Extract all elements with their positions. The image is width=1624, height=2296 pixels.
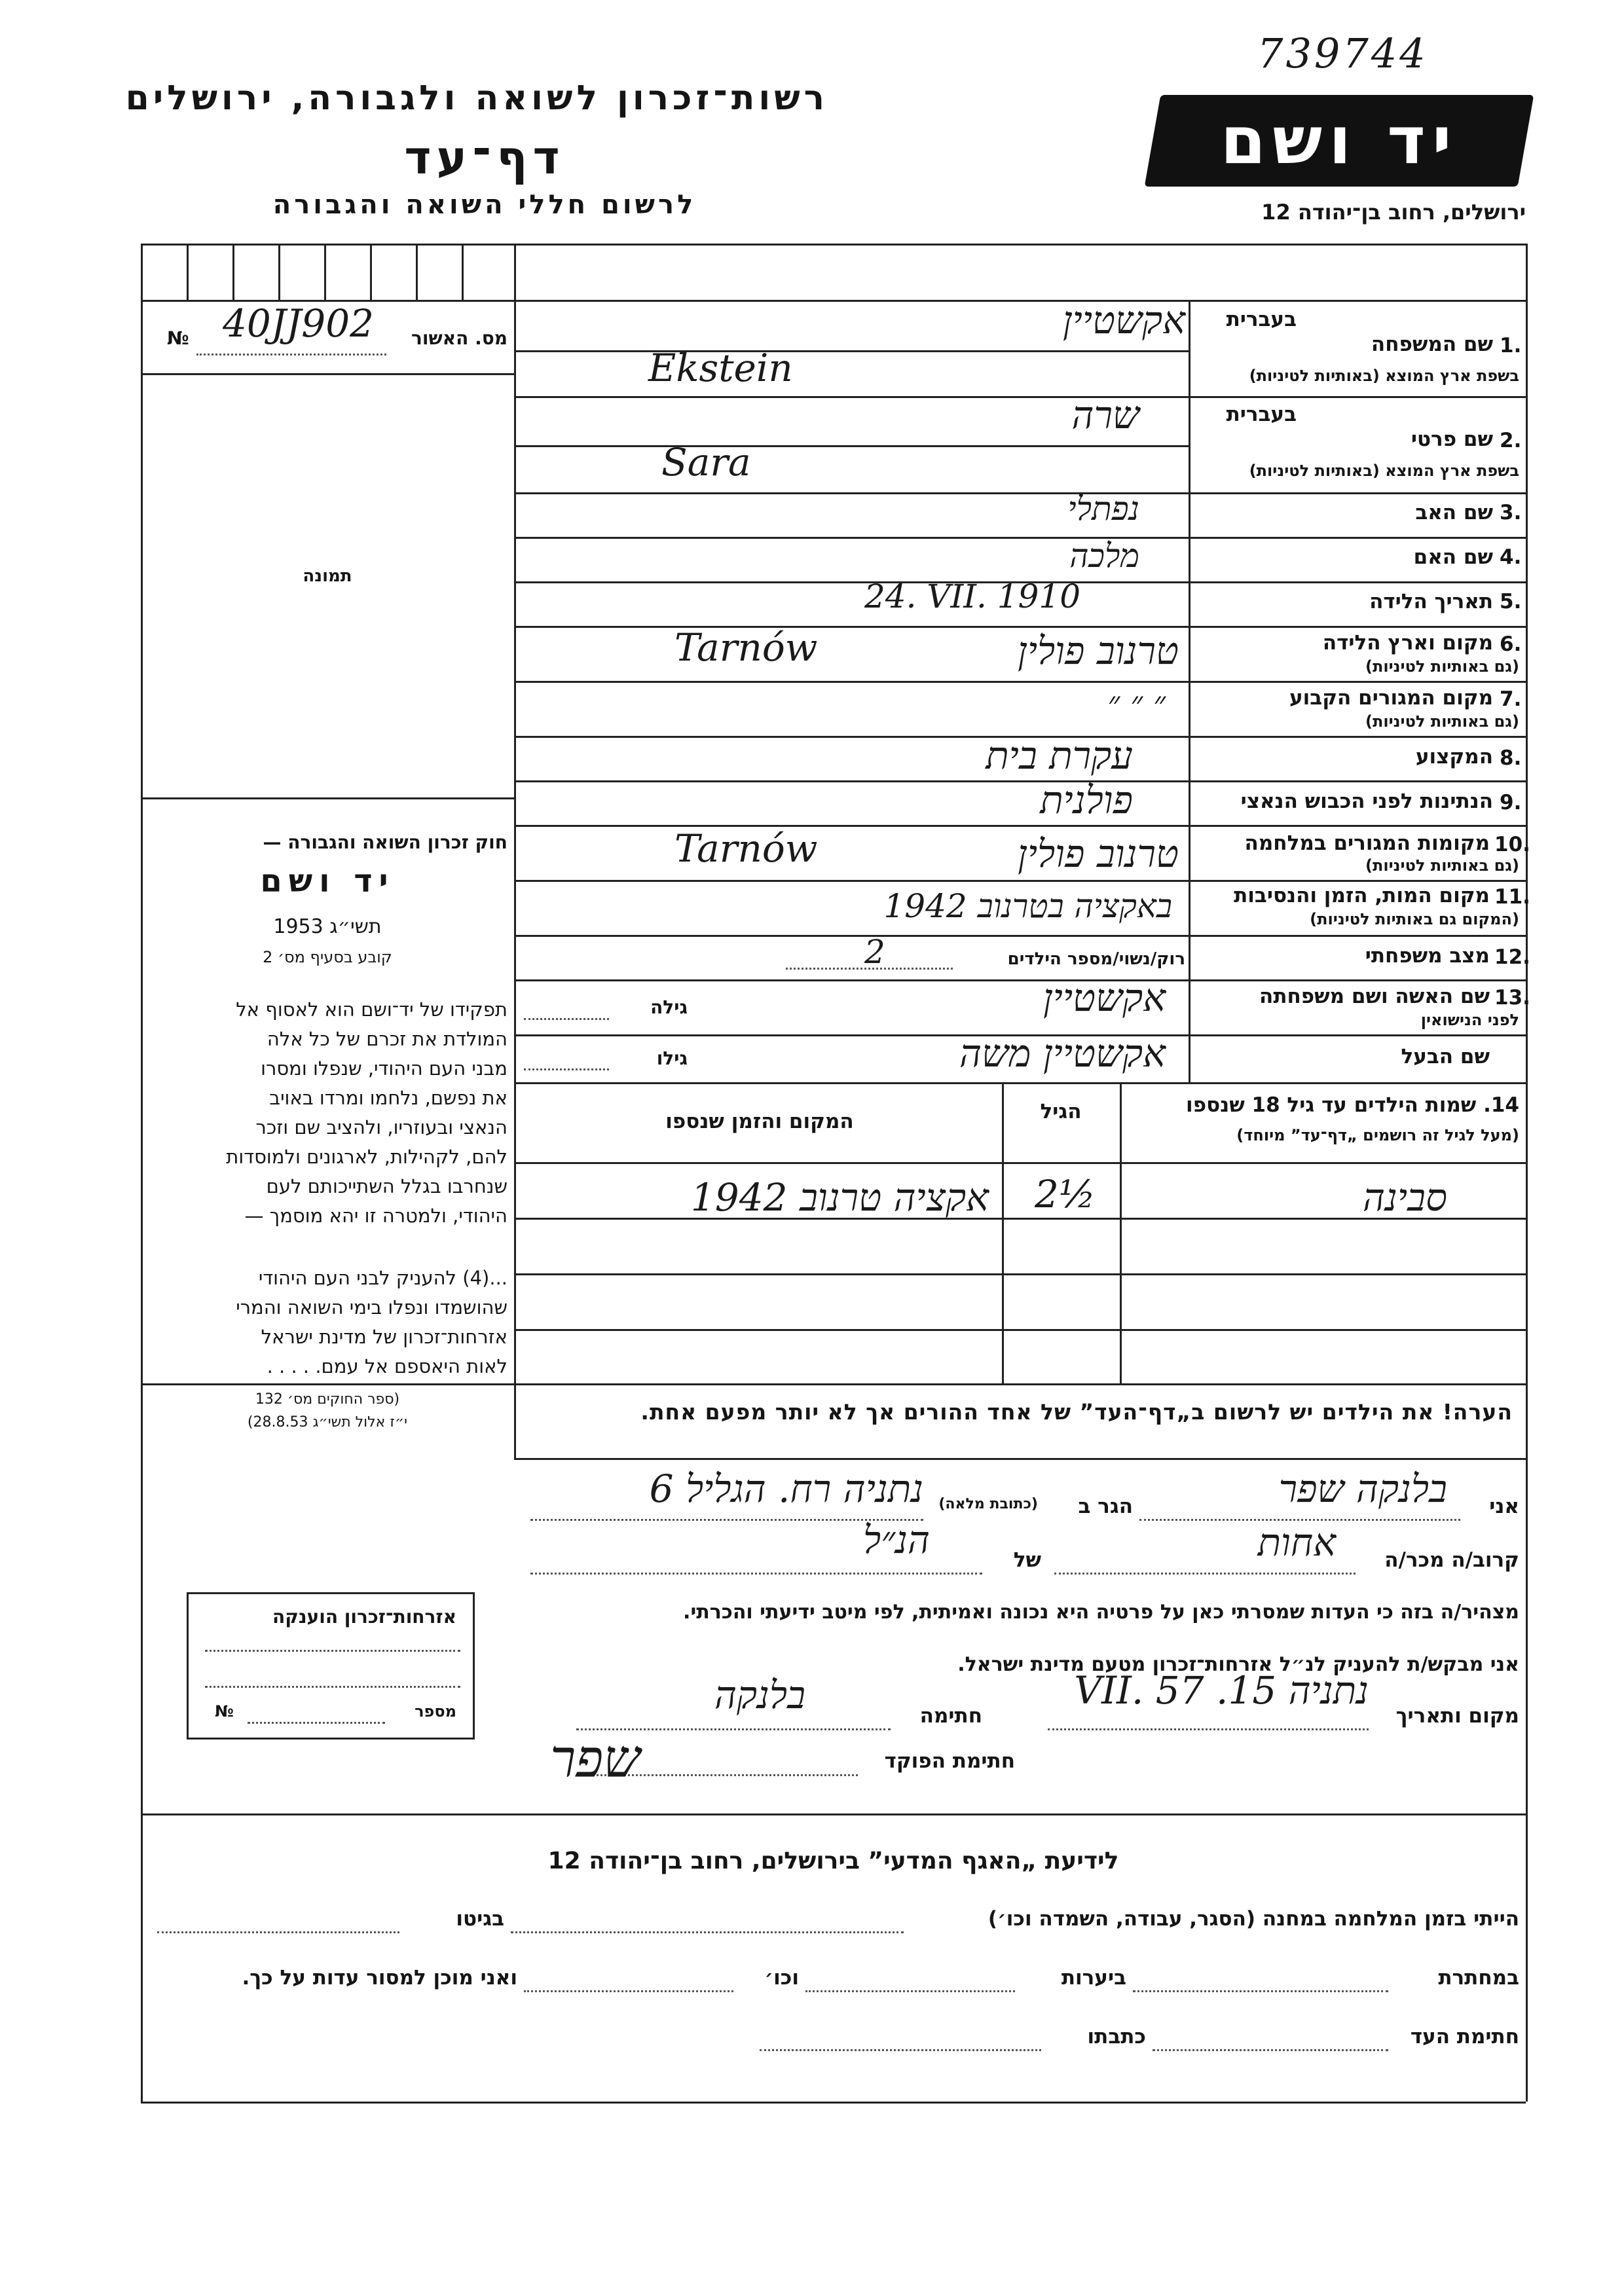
husband-age-dots	[524, 1068, 609, 1070]
decl-signature: בלנקה	[714, 1673, 805, 1717]
citizenship-box-title: אזרחות־זכרון הוענקה	[272, 1606, 456, 1628]
field-3-label: שם האב	[1415, 501, 1493, 524]
field-row-line	[1189, 681, 1526, 683]
note-bottom-line	[514, 1458, 1526, 1460]
field-7-label: מקום המגורים הקבוע	[1289, 686, 1493, 710]
law-text-line: את נפשם, נלחמו ומרדו באויב	[269, 1087, 507, 1109]
field-row-line	[1189, 492, 1526, 494]
field-5-number: 5.	[1500, 590, 1522, 613]
field-1-latin-label: בשפת ארץ המוצא (באותיות לטיניות)	[1249, 367, 1519, 385]
grid-box-divider	[416, 244, 418, 300]
decl-statement: מצהיר/ה בזה כי העדות שמסרתי כאן על פרטיה היא נכונה ואמיתית, לפי מיטב ידיעתי והכרתי.	[683, 1601, 1519, 1624]
citizenship-dotted-line	[205, 1686, 460, 1688]
decl-relation: אחות	[1257, 1520, 1336, 1565]
marital-inline-label: רוק/נשוי/מספר הילדים	[1007, 949, 1185, 969]
decl-request: אני מבקש/ת להעניק לנ״ל אזרחות־זכרון מטעם מדינת ישראל.	[957, 1653, 1519, 1676]
husband-label: שם הבעל	[1401, 1045, 1490, 1068]
law-text-line: תפקידו של יד־ושם הוא לאסוף אל	[236, 998, 507, 1021]
science-line2-dots	[805, 1990, 1015, 1992]
science-line1-dots	[157, 1931, 399, 1933]
note: הערה! את הילדים יש לרשום ב„דף־העד” של אחד ההורים אך לא יותר מפעם אחת.	[640, 1399, 1513, 1425]
grid-box-divider	[324, 244, 326, 300]
decl-i-label: אני	[1489, 1495, 1519, 1518]
field-2-latin-label: בשפת ארץ המוצא (באותיות לטיניות)	[1249, 462, 1519, 480]
field-9-label: הנתינות לפני הכבוש הנאצי	[1240, 790, 1493, 813]
science-line3-dots	[1153, 2049, 1388, 2051]
children-col-divider	[1120, 1082, 1122, 1383]
science-line2-c: וכו׳	[764, 1966, 799, 1990]
death-place: באקציה בטרנוב 1942	[883, 887, 1172, 925]
law-text-line: שנחרבו בגלל השתייכותם לעם	[266, 1175, 507, 1197]
child-age: 2½	[1035, 1172, 1096, 1216]
science-line2-dots	[524, 1990, 733, 1992]
photo-label: תמונה	[303, 566, 352, 586]
photo-bottomline	[141, 797, 514, 799]
field-row-line	[1189, 736, 1526, 738]
value-line	[514, 880, 1189, 882]
field-4-number: 4.	[1500, 545, 1522, 569]
field-7-number: 7.	[1500, 687, 1522, 711]
decl-place-date-label: מקום ותאריך	[1395, 1704, 1519, 1728]
value-line	[514, 825, 1189, 827]
field-13-sub: לפני הנישואין	[1420, 1011, 1519, 1029]
children-header-line	[514, 1162, 1526, 1164]
value-line	[514, 626, 1189, 628]
surname-latin: Ekstein	[648, 346, 793, 390]
form-subtitle: לרשום חללי השואה והגבורה	[272, 190, 697, 220]
field-row-line	[514, 1082, 1526, 1084]
wife-age-dots	[524, 1018, 609, 1020]
children-count: 2	[864, 933, 885, 971]
decl-place-date: נתניה 15. VII. 57	[1074, 1668, 1369, 1713]
science-line2-dots	[1133, 1990, 1388, 1992]
children-bottom-line	[141, 1383, 1526, 1385]
residence: ״ ״ ״	[1107, 684, 1166, 722]
label-column-divider	[1189, 300, 1190, 1082]
decl-address: נתניה רח. הגליל 6	[649, 1467, 923, 1511]
law-clause: קובע בסעיף מס׳ 2	[263, 948, 392, 966]
children-col-age: הגיל	[1040, 1100, 1082, 1123]
field-12-label: מצב משפחתי	[1365, 944, 1490, 968]
science-top-line	[141, 1813, 1526, 1815]
field-2-number: 2.	[1500, 429, 1522, 452]
wartime-place-latin: Tarnów	[674, 826, 818, 871]
approval-label: מס. האשור	[411, 327, 507, 349]
field-2-hebrew-label: בעברית	[1226, 403, 1297, 426]
law-text-line: שהושמדו ונפלו בימי השואה והמרי	[236, 1296, 507, 1319]
mother-name: מלכה	[1069, 537, 1139, 575]
children-col-place: המקום והזמן שנספו	[665, 1110, 854, 1133]
science-line3-a: חתימת העד	[1410, 2025, 1519, 2049]
field-4-label: שם האם	[1413, 545, 1493, 569]
field-6-label: מקום וארץ הלידה	[1322, 631, 1493, 655]
science-line1-a: הייתי בזמן המלחמה במחנה (הסגר, עבודה, השמדה וכו׳)	[987, 1907, 1519, 1931]
field-6-number: 6.	[1500, 632, 1522, 656]
decl-officer-label: חתימת הפוקד	[884, 1749, 1015, 1773]
children-subtitle: (מעל לגיל זה רושמים „דף־עד” מיוחד)	[1236, 1126, 1519, 1144]
birth-place-hebrew: טרנוב פולין	[1018, 629, 1179, 673]
field-13-number: 13.	[1494, 986, 1530, 1010]
field-row-line	[1189, 581, 1526, 583]
field-row-line	[1189, 979, 1526, 981]
field-13-label: שם האשה ושם משפחתה	[1259, 985, 1490, 1008]
science-line1-dots	[511, 1931, 904, 1933]
law-text-line: אזרחות־זכרון של מדינת ישראל	[261, 1326, 507, 1348]
law-reference: י״ז אלול תשי״ג 28.8.53)	[247, 1414, 408, 1430]
law-title: חוק זכרון השואה והגבורה —	[263, 831, 507, 853]
age-label-female: גילה	[650, 996, 688, 1018]
decl-of-dots	[530, 1573, 982, 1575]
grid-box-divider	[370, 244, 372, 300]
science-line2-b: ביערות	[1061, 1966, 1126, 1990]
field-1-label: שם המשפחה	[1371, 333, 1493, 356]
birth-place-latin: Tarnów	[674, 625, 818, 670]
field-11-sub: (המקום גם באותיות לטיניות)	[1310, 910, 1519, 928]
field-5-label: תאריך הלידה	[1369, 590, 1493, 613]
form-title: דף־עד	[404, 131, 565, 185]
child-name: סבינה	[1363, 1175, 1447, 1220]
approval-dotted-line	[196, 354, 386, 355]
field-2-label: שם פרטי	[1411, 428, 1493, 451]
frame-right	[1526, 244, 1528, 2102]
citizenship-number-dots	[248, 1722, 385, 1724]
field-11-number: 11.	[1494, 885, 1530, 909]
frame-bottom	[141, 2102, 1526, 2104]
grid-box-divider	[278, 244, 280, 300]
citizenship: פולנית	[1040, 778, 1133, 822]
decl-officer-signature: שפר	[550, 1728, 640, 1789]
grid-box-divider	[232, 244, 234, 300]
law-name: יד ושם	[260, 863, 395, 900]
frame-top	[141, 244, 1526, 246]
grid-box-divider	[187, 244, 189, 300]
field-1-hebrew-label: בעברית	[1226, 308, 1297, 331]
decl-relative-label: קרוב/ה מכר/ה	[1384, 1548, 1519, 1572]
field-10-label: מקומות המגורים במלחמה	[1244, 831, 1490, 855]
citizenship-box	[187, 1592, 475, 1740]
value-line	[514, 350, 1189, 352]
wife-name: אקשטיין	[1043, 975, 1166, 1020]
field-row-line	[1189, 935, 1526, 937]
left-column-divider	[514, 244, 516, 1458]
law-text-line: המולדת את זכרם של כל אלה	[267, 1028, 507, 1050]
field-9-number: 9.	[1500, 791, 1522, 814]
field-3-number: 3.	[1500, 501, 1522, 524]
father-name: נפתלי	[1067, 490, 1139, 528]
logo-text: יד ושם	[1220, 102, 1458, 179]
wartime-place-hebrew: טרנוב פולין	[1018, 831, 1179, 876]
frame-left	[141, 244, 143, 2102]
field-row-line	[1189, 537, 1526, 539]
field-11-label: מקום המות, הזמן והנסיבות	[1234, 884, 1490, 907]
law-reference: (ספר החוקים מס׳ 132	[255, 1391, 400, 1408]
law-text-line: מבני העם היהודי, שנפלו ומסרו	[261, 1057, 507, 1080]
science-line3-dots	[760, 2049, 1041, 2051]
birth-date: 24. VII. 1910	[864, 577, 1081, 615]
field-8-label: המקצוע	[1415, 745, 1493, 769]
field-row-line	[1189, 780, 1526, 782]
address-line: ירושלים, רחוב בן־יהודה 12	[1261, 200, 1526, 225]
approval-bottomline	[141, 373, 514, 375]
approval-number: 40JJ902	[223, 301, 375, 346]
approval-number-sign: №	[167, 327, 189, 349]
page-number: 739744	[1257, 29, 1428, 77]
children-title: 14. שמות הילדים עד גיל 18 שנספו	[1186, 1093, 1519, 1117]
law-text-line: היהודי, ולמטרה זו יהא מוסמך —	[244, 1205, 507, 1227]
yad-vashem-logo	[1145, 95, 1534, 187]
field-1-number: 1.	[1500, 334, 1522, 357]
decl-name: בלנקה שפר	[1278, 1467, 1447, 1511]
law-text-line: הנאצי ובעוזריו, ולהציב שם וזכר	[255, 1116, 507, 1139]
field-7-sub: (גם באותיות לטיניות)	[1365, 712, 1519, 731]
field-10-number: 10.	[1494, 833, 1530, 856]
science-line2-d: ואני מוכן למסור עדות על כך.	[242, 1966, 517, 1990]
firstname-hebrew: שרה	[1071, 393, 1139, 437]
value-line	[514, 445, 1189, 447]
law-text-line: לאות היאספם אל עמם. . . . .	[267, 1355, 507, 1377]
decl-relation-dots	[1054, 1573, 1356, 1575]
citizenship-number-label: מספר	[415, 1702, 456, 1721]
value-line	[514, 581, 1189, 583]
decl-lives-at: הגר ב	[1078, 1495, 1133, 1518]
decl-place-date-dots	[1048, 1728, 1369, 1730]
field-row-line	[1189, 626, 1526, 628]
science-title: לידיעת „האגף המדעי” בירושלים, רחוב בן־יהודה 12	[547, 1848, 1119, 1874]
children-row-line	[514, 1329, 1526, 1331]
decl-of-label: של	[1013, 1548, 1041, 1572]
decl-of: הנ״ל	[862, 1518, 930, 1562]
field-row-line	[1189, 880, 1526, 882]
field-row-line	[1189, 396, 1526, 398]
value-line	[514, 681, 1189, 683]
decl-full-address-label: (כתובת מלאה)	[938, 1496, 1038, 1512]
field-8-number: 8.	[1500, 746, 1522, 770]
children-col-divider	[1002, 1082, 1004, 1383]
field-6-sub: (גם באותיות לטיניות)	[1365, 657, 1519, 676]
children-row-line	[514, 1273, 1526, 1275]
grid-box-divider	[462, 244, 464, 300]
age-label-male: גילו	[656, 1048, 688, 1069]
science-line2-a: במחתרת	[1438, 1966, 1519, 1990]
field-row-line	[1189, 1034, 1526, 1036]
decl-signature-label: חתימה	[919, 1704, 982, 1728]
ministry-heading: רשות־זכרון לשואה ולגבורה, ירושלים	[125, 79, 828, 118]
science-line1-b: בגיטו	[456, 1907, 504, 1931]
citizenship-dotted-line	[205, 1650, 460, 1652]
value-line	[514, 935, 1189, 937]
profession: עקרת בית	[986, 733, 1133, 778]
law-text-line: להם, לקהילות, לארגונים ולמוסדות	[226, 1146, 507, 1168]
firstname-latin: Sara	[661, 440, 751, 484]
law-text-line: ...(4) להעניק לבני העם היהודי	[258, 1267, 507, 1289]
surname-hebrew: אקשטיין	[1062, 298, 1185, 342]
field-row-line	[1189, 825, 1526, 827]
husband-name: אקשטיין משה	[959, 1031, 1166, 1076]
citizenship-number-sign: №	[215, 1702, 234, 1721]
science-line3-b: כתבתו	[1087, 2025, 1146, 2049]
child-death-place: אקציה טרנוב 1942	[690, 1175, 989, 1220]
field-12-number: 12.	[1494, 945, 1530, 969]
field-10-sub: (גם באותיות לטיניות)	[1365, 856, 1519, 875]
law-year: תשי״ג 1953	[273, 915, 382, 938]
